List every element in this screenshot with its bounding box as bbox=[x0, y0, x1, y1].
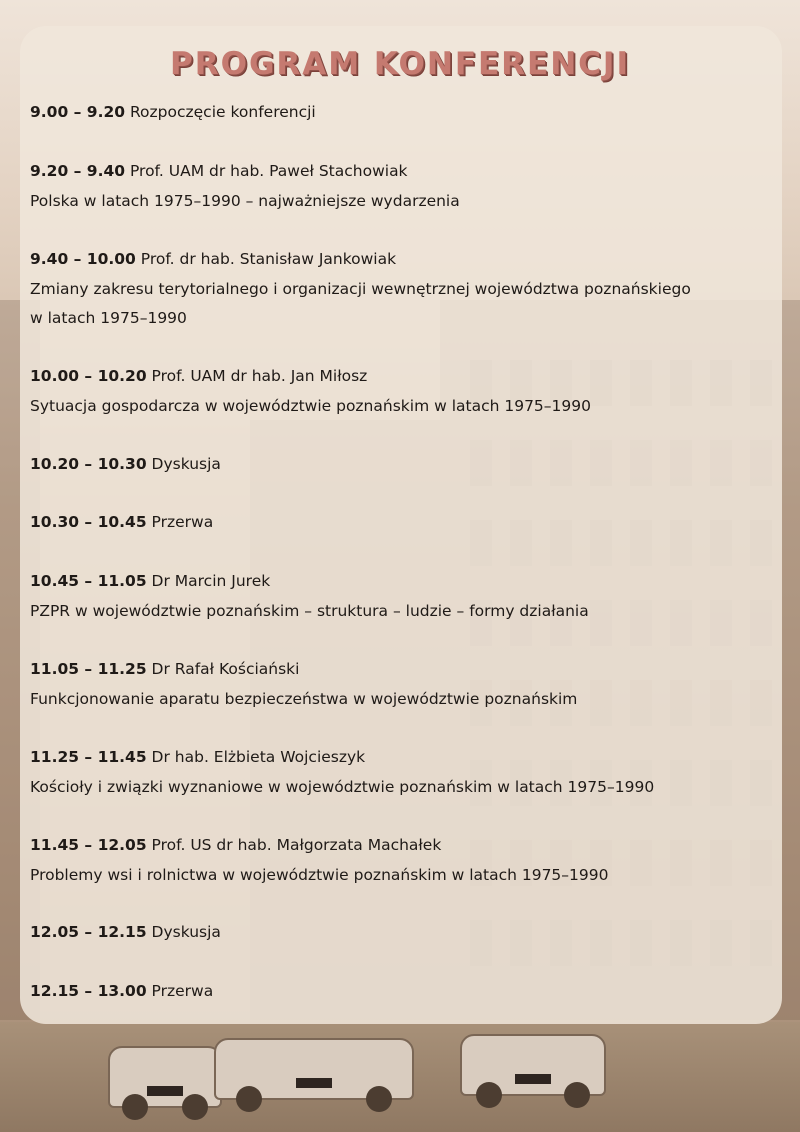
program-item-header bbox=[30, 743, 654, 773]
session-speaker: Dr Rafał Kościański bbox=[151, 660, 300, 678]
session-speaker: Dr Marcin Jurek bbox=[151, 572, 271, 590]
session-time: 9.20 – 9.40 bbox=[30, 162, 126, 180]
program-item bbox=[30, 98, 316, 128]
session-time: 9.40 – 10.00 bbox=[30, 250, 136, 268]
session-time: 11.25 – 11.45 bbox=[30, 748, 147, 766]
session-time: 12.05 – 12.15 bbox=[30, 923, 147, 941]
license-plate bbox=[147, 1086, 183, 1096]
program-item bbox=[30, 508, 213, 538]
car-wheel bbox=[182, 1094, 208, 1120]
session-topic: Polska w latach 1975–1990 – najważniejsze wydarzenia bbox=[30, 191, 460, 210]
program-item bbox=[30, 977, 213, 1007]
car-wheel bbox=[476, 1082, 502, 1108]
session-topic: Zmiany zakresu terytorialnego i organizacji wewnętrznej województwa poznańskiego bbox=[30, 279, 691, 298]
car-wheel bbox=[236, 1086, 262, 1112]
session-speaker: Prof. UAM dr hab. Jan Miłosz bbox=[151, 367, 368, 385]
program-item-header bbox=[30, 508, 213, 538]
program-item-header bbox=[30, 362, 591, 392]
session-speaker: Prof. dr hab. Stanisław Jankowiak bbox=[140, 250, 397, 268]
session-time: 12.15 – 13.00 bbox=[30, 982, 147, 1000]
session-topic: Funkcjonowanie aparatu bezpieczeństwa w województwie poznańskim bbox=[30, 689, 578, 708]
program-item-header bbox=[30, 831, 609, 861]
session-speaker: Dyskusja bbox=[151, 923, 221, 941]
program-item bbox=[30, 362, 591, 421]
session-topic: Sytuacja gospodarcza w województwie poznańskim w latach 1975–1990 bbox=[30, 396, 591, 415]
page-title: PROGRAM KONFERENCJI bbox=[170, 46, 630, 82]
program-item bbox=[30, 743, 654, 802]
session-time: 11.45 – 12.05 bbox=[30, 836, 147, 854]
session-speaker: Prof. US dr hab. Małgorzata Machałek bbox=[151, 836, 442, 854]
car-1 bbox=[108, 1046, 222, 1108]
program-item bbox=[30, 918, 221, 948]
session-speaker: Prof. UAM dr hab. Paweł Stachowiak bbox=[129, 162, 408, 180]
program-item bbox=[30, 450, 221, 480]
program-item-header bbox=[30, 977, 213, 1007]
license-plate bbox=[296, 1078, 332, 1088]
session-time: 10.45 – 11.05 bbox=[30, 572, 147, 590]
program-item bbox=[30, 831, 609, 890]
session-speaker: Rozpoczęcie konferencji bbox=[129, 103, 316, 121]
program-item-header bbox=[30, 567, 589, 597]
program-item bbox=[30, 245, 691, 334]
session-topic: Problemy wsi i rolnictwa w województwie poznańskim w latach 1975–1990 bbox=[30, 865, 609, 884]
session-speaker: Przerwa bbox=[151, 982, 214, 1000]
session-speaker: Dyskusja bbox=[151, 455, 221, 473]
program-item bbox=[30, 567, 589, 626]
session-time: 10.00 – 10.20 bbox=[30, 367, 147, 385]
session-time: 10.30 – 10.45 bbox=[30, 513, 147, 531]
session-time: 11.05 – 11.25 bbox=[30, 660, 147, 678]
car-3 bbox=[460, 1034, 606, 1096]
program-item-header bbox=[30, 918, 221, 948]
session-topic: w latach 1975–1990 bbox=[30, 309, 187, 327]
program-item-header bbox=[30, 245, 691, 275]
program-item-header bbox=[30, 450, 221, 480]
session-topic: PZPR w województwie poznańskim – struktura – ludzie – formy działania bbox=[30, 601, 589, 620]
session-time: 10.20 – 10.30 bbox=[30, 455, 147, 473]
car-wheel bbox=[564, 1082, 590, 1108]
program-item-header bbox=[30, 98, 316, 128]
session-speaker: Dr hab. Elżbieta Wojcieszyk bbox=[151, 748, 366, 766]
car-wheel bbox=[122, 1094, 148, 1120]
car-wheel bbox=[366, 1086, 392, 1112]
car-2 bbox=[214, 1038, 414, 1100]
session-topic: Kościoły i związki wyznaniowe w województwie poznańskim w latach 1975–1990 bbox=[30, 777, 655, 796]
program-item bbox=[30, 655, 577, 714]
program-item-header bbox=[30, 157, 460, 187]
license-plate bbox=[515, 1074, 551, 1084]
program-item bbox=[30, 157, 460, 216]
session-time: 9.00 – 9.20 bbox=[30, 103, 126, 121]
session-speaker: Przerwa bbox=[151, 513, 214, 531]
program-item-header bbox=[30, 655, 577, 685]
